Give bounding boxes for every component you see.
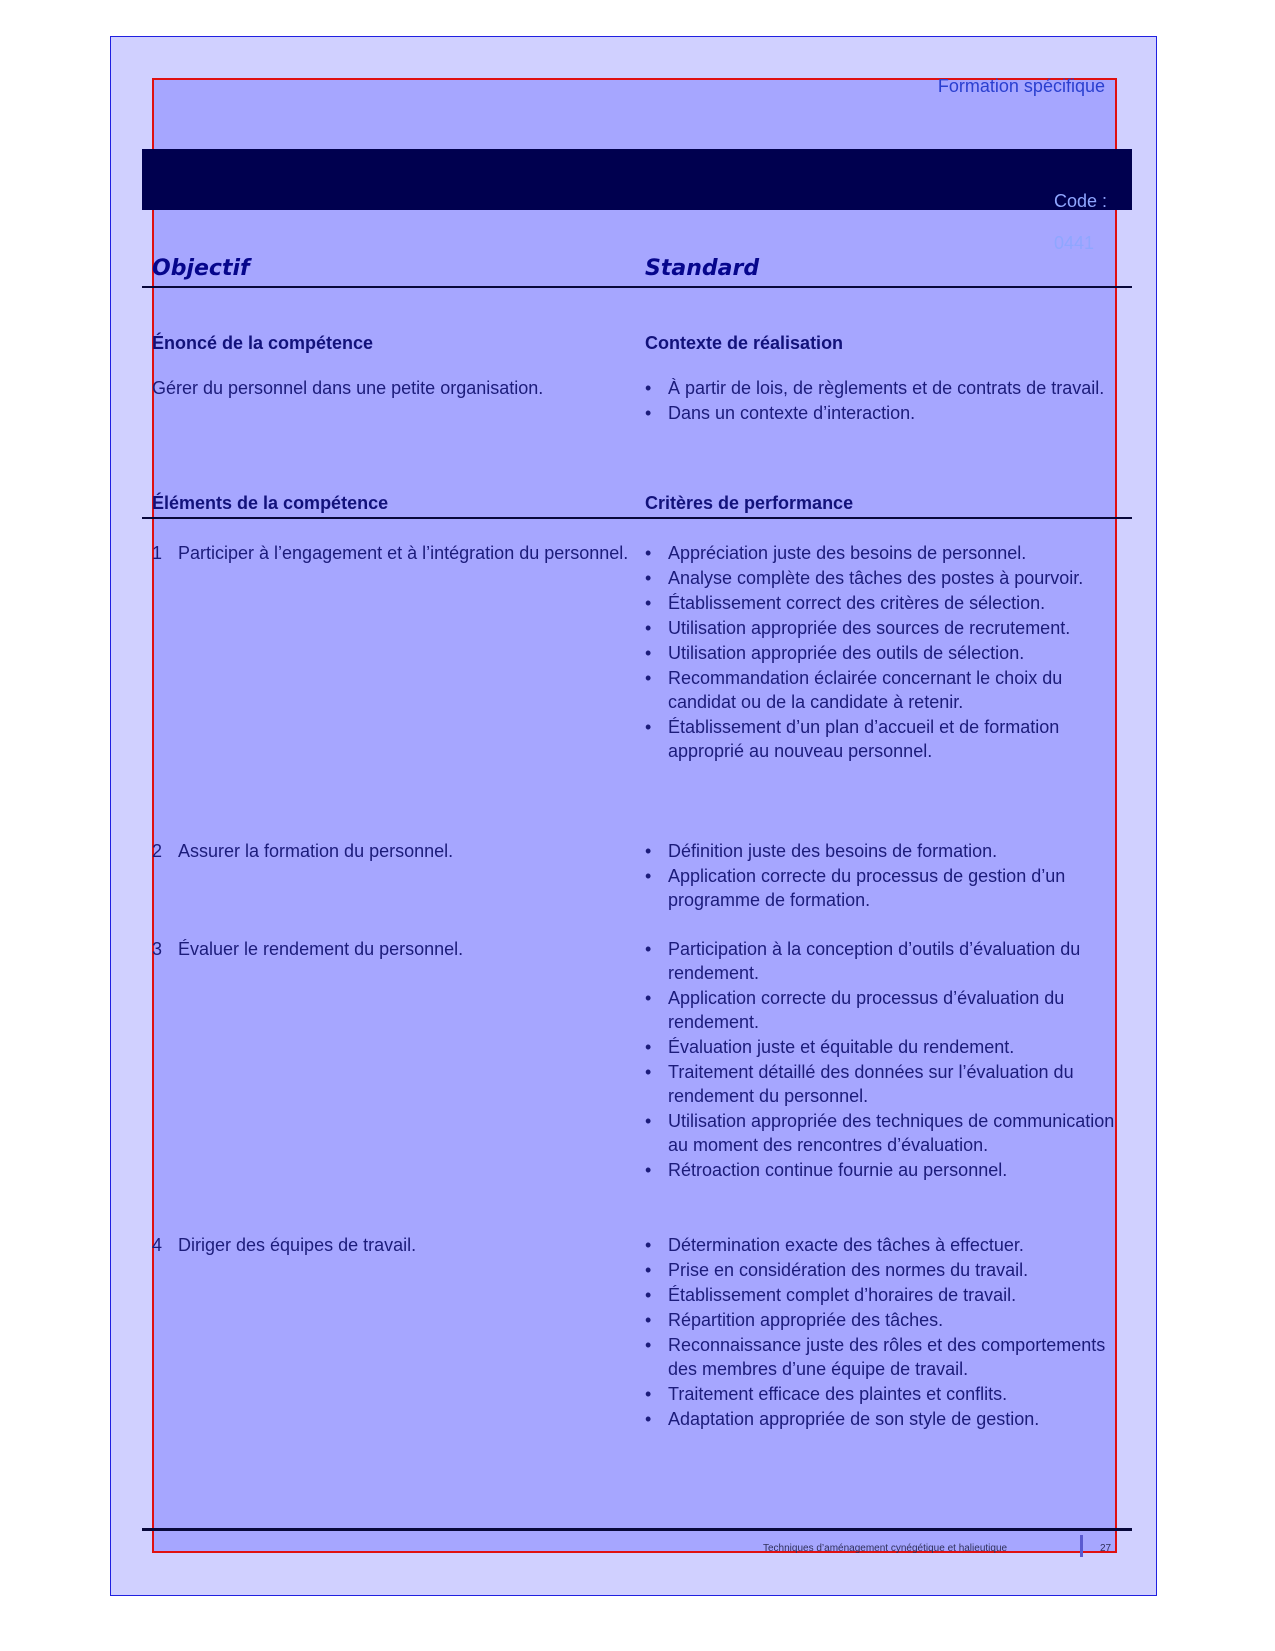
criterion: • Utilisation appropriée des sources de recrutement. (645, 616, 1115, 640)
context-heading: Contexte de réalisation (645, 333, 844, 353)
criteria-list-4 (645, 1233, 1115, 1432)
standard-heading: Standard (645, 256, 760, 281)
element-number: 1 (152, 543, 163, 563)
criterion: • Rétroaction continue fournie au personnel. (645, 1158, 1115, 1182)
element-2 (152, 839, 642, 863)
criterion: • Détermination exacte des tâches à effectuer. (645, 1233, 1115, 1257)
element-1 (152, 541, 642, 565)
context-item: • Dans un contexte d’interaction. (645, 401, 1115, 425)
competence-heading: Énoncé de la compétence (152, 333, 374, 353)
element-text: Diriger des équipes de travail. (178, 1235, 417, 1255)
criterion: • Évaluation juste et équitable du rendement. (645, 1035, 1115, 1059)
criterion: • Utilisation appropriée des techniques de communication au moment des rencontres d’évaluation. (645, 1109, 1115, 1157)
criterion: • Utilisation appropriée des outils de sélection. (645, 641, 1115, 665)
objective-heading: Objectif (152, 256, 250, 281)
element-text: Assurer la formation du personnel. (178, 841, 454, 861)
element-number: 2 (152, 841, 163, 861)
footer-rule (142, 1528, 1132, 1531)
criterion: • Établissement correct des critères de sélection. (645, 591, 1115, 615)
criteria-heading: Critères de performance (645, 493, 854, 513)
code-label: Code : (1053, 191, 1107, 211)
code-band (142, 149, 1132, 210)
criterion: • Adaptation appropriée de son style de gestion. (645, 1407, 1115, 1431)
heading-rule (142, 286, 1132, 288)
criterion: • Reconnaissance juste des rôles et des comportements des membres d’une équipe de travail. (645, 1333, 1115, 1381)
criterion: • Analyse complète des tâches des postes à pourvoir. (645, 566, 1115, 590)
footer-program: Techniques d’aménagement cynégétique et halieutique (763, 1543, 1008, 1554)
element-3 (152, 937, 642, 961)
section-kicker: Formation spécifique (937, 76, 1105, 96)
criteria-list-1 (645, 541, 1115, 764)
element-number: 3 (152, 939, 163, 959)
code-value: 0441 (1053, 233, 1094, 253)
page-number: 27 (1100, 1543, 1112, 1554)
criteria-list-3 (645, 937, 1115, 1183)
criterion: • Application correcte du processus de gestion d’un programme de formation. (645, 864, 1115, 912)
criterion: • Répartition appropriée des tâches. (645, 1308, 1115, 1332)
footer-divider (1080, 1535, 1083, 1557)
criterion: • Établissement complet d’horaires de travail. (645, 1283, 1115, 1307)
elements-heading: Éléments de la compétence (152, 493, 389, 513)
criterion: • Traitement détaillé des données sur l’évaluation du rendement du personnel. (645, 1060, 1115, 1108)
element-text: Participer à l’engagement et à l’intégration du personnel. (178, 543, 629, 563)
criterion: • Participation à la conception d’outils d’évaluation du rendement. (645, 937, 1115, 985)
element-number: 4 (152, 1235, 163, 1255)
criterion: • Établissement d’un plan d’accueil et de formation approprié au nouveau personnel. (645, 715, 1115, 763)
elements-rule (142, 517, 1132, 519)
context-list (645, 376, 1115, 426)
element-4 (152, 1233, 642, 1257)
criterion: • Définition juste des besoins de formation. (645, 839, 1115, 863)
criterion: • Application correcte du processus d’évaluation du rendement. (645, 986, 1115, 1034)
criterion: • Appréciation juste des besoins de personnel. (645, 541, 1115, 565)
context-item: • À partir de lois, de règlements et de contrats de travail. (645, 376, 1115, 400)
element-text: Évaluer le rendement du personnel. (178, 939, 464, 959)
criterion: • Recommandation éclairée concernant le choix du candidat ou de la candidate à retenir. (645, 666, 1115, 714)
criterion: • Traitement efficace des plaintes et conflits. (645, 1382, 1115, 1406)
competency-code (1044, 170, 1107, 254)
criteria-list-2 (645, 839, 1115, 913)
criterion: • Prise en considération des normes du travail. (645, 1258, 1115, 1282)
competence-statement: Gérer du personnel dans une petite organisation. (152, 378, 544, 398)
